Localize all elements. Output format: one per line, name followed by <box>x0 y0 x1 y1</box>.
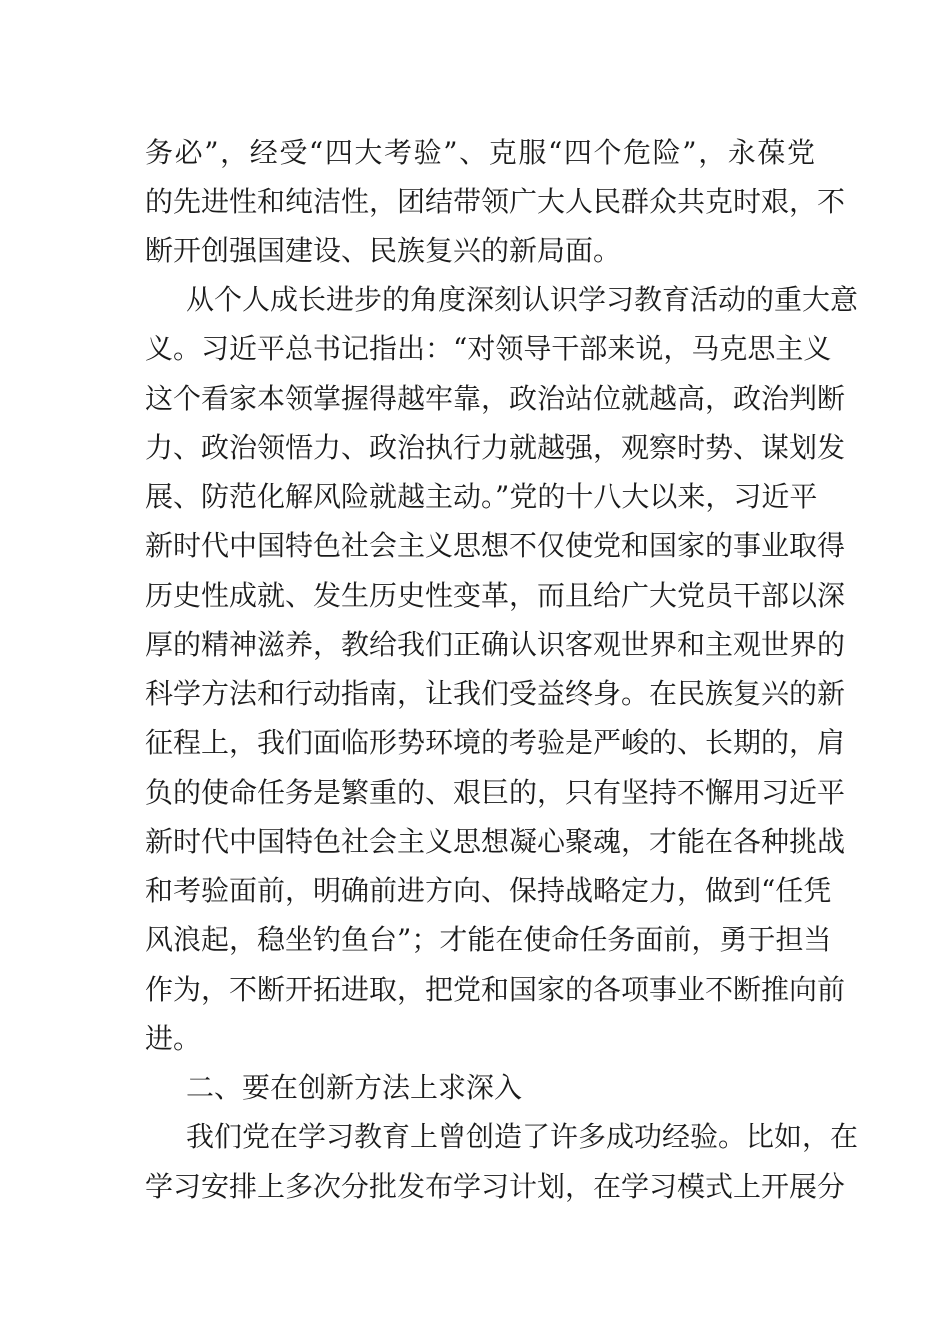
text-line: 断开创强国建设、民族复兴的新局面。 <box>145 234 622 267</box>
text-line: 作为，不断开拓进取，把党和国家的各项事业不断推向前 <box>145 973 846 1006</box>
text-line: 新时代中国特色社会主义思想凝心聚魂，才能在各种挑战 <box>145 825 846 858</box>
text-line: 的先进性和纯洁性，团结带领广大人民群众共克时艰，不 <box>145 185 846 218</box>
text-line: 风浪起，稳坐钓鱼台”；才能在使命任务面前，勇于担当 <box>145 923 832 956</box>
section-heading: 二、要在创新方法上求深入 <box>186 1071 523 1104</box>
text-line: 义。习近平总书记指出：“对领导干部来说，马克思主义 <box>145 332 832 365</box>
text-line: 征程上，我们面临形势环境的考验是严峻的、长期的，肩 <box>145 726 846 759</box>
text-line: 和考验面前，明确前进方向、保持战略定力，做到“任凭 <box>145 874 832 907</box>
text-line: 进。 <box>145 1022 202 1055</box>
text-line: 力、政治领悟力、政治执行力就越强，观察时势、谋划发 <box>145 431 846 464</box>
text-line: 负的使命任务是繁重的、艰巨的，只有坚持不懈用习近平 <box>145 776 846 809</box>
text-line: 这个看家本领掌握得越牢靠，政治站位就越高，政治判断 <box>145 382 846 415</box>
text-line: 务必”，经受“四大考验”、克服“四个危险”，永葆党 <box>145 136 815 169</box>
text-line: 学习安排上多次分批发布学习计划，在学习模式上开展分 <box>145 1170 846 1203</box>
text-line: 科学方法和行动指南，让我们受益终身。在民族复兴的新 <box>145 677 846 710</box>
text-line: 历史性成就、发生历史性变革，而且给广大党员干部以深 <box>145 579 846 612</box>
text-line: 展、防范化解风险就越主动。”党的十八大以来，习近平 <box>145 480 818 513</box>
text-line: 新时代中国特色社会主义思想不仅使党和国家的事业取得 <box>145 529 846 562</box>
text-line: 厚的精神滋养，教给我们正确认识客观世界和主观世界的 <box>145 628 846 661</box>
paragraph-first-line: 我们党在学习教育上曾创造了许多成功经验。比如，在 <box>186 1120 859 1153</box>
paragraph-first-line: 从个人成长进步的角度深刻认识学习教育活动的重大意 <box>186 283 859 316</box>
